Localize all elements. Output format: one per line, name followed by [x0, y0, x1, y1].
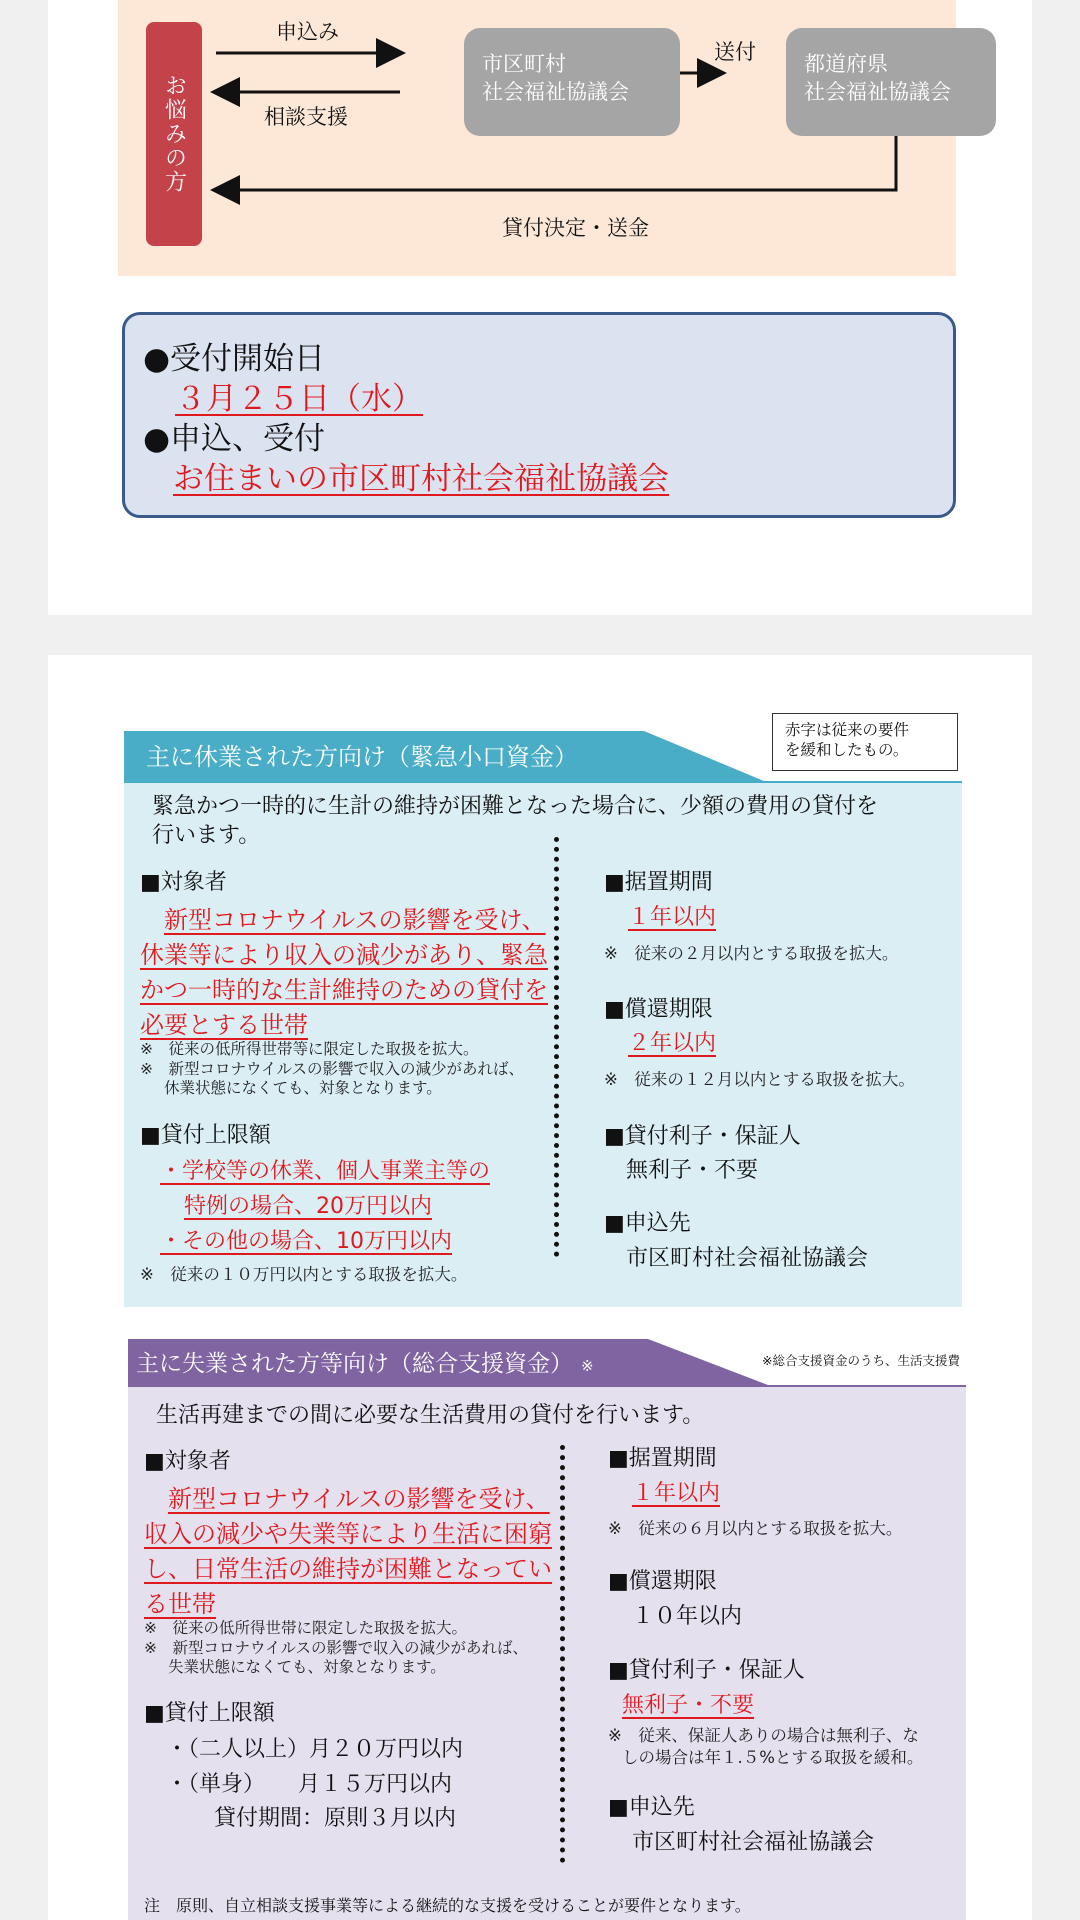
municipal-line2: 社会福祉協議会: [482, 80, 629, 104]
general-target-3: し、日常生活の維持が困難となってい: [144, 1555, 552, 1583]
emergency-target-1: 新型コロナウイルスの影響を受け、: [164, 906, 546, 934]
general-target-1: 新型コロナウイルスの影響を受け、: [168, 1485, 550, 1513]
emergency-where-head: ■申込先: [604, 1211, 691, 1236]
emergency-limit-1: ・学校等の休業、個人事業主等の: [160, 1159, 491, 1184]
prefecture-line2: 社会福祉協議会: [804, 80, 951, 104]
emergency-intro-line2: 行います。: [152, 823, 261, 848]
emergency-limit-3: ・その他の場合、10万円以内: [160, 1229, 452, 1254]
emergency-divider: [554, 837, 559, 1257]
general-repay-value: １０年以内: [632, 1604, 743, 1629]
send-label: 送付: [714, 40, 756, 64]
apply-place: お住まいの市区町村社会福祉協議会: [173, 461, 669, 497]
consult-label: 相談支援: [264, 105, 348, 129]
emergency-target-3: かつ一時的な生計維持のための貸付を: [140, 976, 548, 1004]
emergency-grace-note: ※ 従来の２月以内とする取扱を拡大。: [604, 944, 899, 963]
emergency-grace-head: ■据置期間: [604, 870, 713, 895]
emergency-limit-note: ※ 従来の１０万円以内とする取扱を拡大。: [140, 1265, 468, 1284]
general-grace-value: １年以内: [632, 1481, 721, 1506]
general-repay-head: ■償還期限: [608, 1569, 717, 1594]
municipal-council-box: [464, 28, 680, 136]
emergency-target-note2a: ※ 新型コロナウイルスの影響で収入の減少があれば、: [140, 1060, 525, 1078]
decision-label: 貸付決定・送金: [502, 216, 649, 240]
general-interest-value: 無利子・不要: [622, 1693, 755, 1718]
prefecture-line1: 都道府県: [804, 52, 888, 76]
person-box: お悩みの方: [146, 22, 202, 246]
emergency-target-note1: ※ 従来の低所得世帯等に限定した取扱を拡大。: [140, 1040, 479, 1058]
emergency-target-note2b: 休業状態になくても、対象となります。: [164, 1079, 442, 1097]
general-grace-head: ■据置期間: [608, 1446, 717, 1471]
emergency-title: 主に休業された方向け（緊急小口資金）: [146, 743, 578, 771]
apply-label-notice: ●申込、受付: [143, 421, 326, 457]
emergency-limit-head: ■貸付上限額: [140, 1123, 271, 1148]
general-interest-note2: しの場合は年１.５%とする取扱を緩和。: [622, 1748, 924, 1767]
emergency-target-4: 必要とする世帯: [140, 1011, 308, 1039]
legend-line1: 赤字は従来の要件: [785, 721, 910, 739]
general-target-4: る世帯: [144, 1590, 216, 1618]
emergency-target-head: ■対象者: [140, 870, 227, 895]
general-title: [136, 1345, 594, 1378]
general-target-head: ■対象者: [144, 1449, 231, 1474]
general-interest-note1: ※ 従来、保証人ありの場合は無利子、な: [608, 1726, 919, 1745]
general-target-note1: ※ 従来の低所得世帯に限定した取扱を拡大。: [144, 1619, 467, 1637]
general-target-note2a: ※ 新型コロナウイルスの影響で収入の減少があれば、: [144, 1639, 529, 1657]
general-footnote: 注 原則、自立相談支援事業等による継続的な支援を受けることが要件となります。: [144, 1896, 751, 1915]
general-where-value: 市区町村社会福祉協議会: [632, 1830, 875, 1855]
general-limit-head: ■貸付上限額: [144, 1701, 275, 1726]
emergency-repay-note: ※ 従来の１２月以内とする取扱を拡大。: [604, 1070, 915, 1089]
loan-card: [48, 655, 1032, 1920]
legend-line2: を緩和したもの。: [785, 741, 909, 759]
decision-arrow: [216, 136, 896, 190]
general-interest-head: ■貸付利子・保証人: [608, 1658, 805, 1683]
emergency-repay-value: ２年以内: [628, 1031, 717, 1056]
notice-box: [122, 312, 956, 518]
general-limit-2: ・（単身） 月１５万円以内: [166, 1772, 453, 1797]
emergency-limit-2: 特例の場合、20万円以内: [184, 1194, 432, 1219]
apply-label: 申込み: [276, 20, 339, 44]
general-divider: [560, 1445, 565, 1863]
emergency-target-2: 休業等により収入の減少があり、緊急: [140, 941, 548, 969]
general-target-2: 収入の減少や失業等により生活に困窮: [144, 1520, 552, 1548]
emergency-repay-head: ■償還期限: [604, 997, 713, 1022]
emergency-where-value: 市区町村社会福祉協議会: [626, 1246, 869, 1271]
prefecture-council-box: [786, 28, 996, 136]
start-label: ●受付開始日: [143, 341, 326, 377]
general-title-note: ※総合支援資金のうち、生活支援費: [762, 1353, 960, 1368]
emergency-interest-value: 無利子・不要: [626, 1158, 759, 1183]
general-target-note2b: 失業状態になくても、対象となります。: [168, 1658, 446, 1676]
flow-card: [48, 0, 1032, 615]
emergency-interest-head: ■貸付利子・保証人: [604, 1124, 801, 1149]
general-title-mark: ※: [581, 1357, 594, 1375]
emergency-intro-line1: 緊急かつ一時的に生計の維持が困難となった場合に、少額の費用の貸付を: [152, 794, 879, 819]
emergency-grace-value: １年以内: [628, 905, 717, 930]
general-limit-3: 貸付期間：原則３月以内: [214, 1806, 457, 1831]
general-limit-1: ・（二人以上）月２０万円以内: [166, 1737, 464, 1762]
municipal-line1: 市区町村: [482, 52, 566, 76]
flow-diagram: [118, 0, 956, 276]
general-intro: 生活再建までの間に必要な生活費用の貸付を行います。: [156, 1403, 705, 1428]
general-title-text: 主に失業された方等向け（総合支援資金）: [136, 1351, 573, 1377]
general-where-head: ■申込先: [608, 1795, 695, 1820]
general-grace-note: ※ 従来の６月以内とする取扱を拡大。: [608, 1519, 903, 1538]
start-date: ３月２５日（水）: [175, 381, 423, 417]
